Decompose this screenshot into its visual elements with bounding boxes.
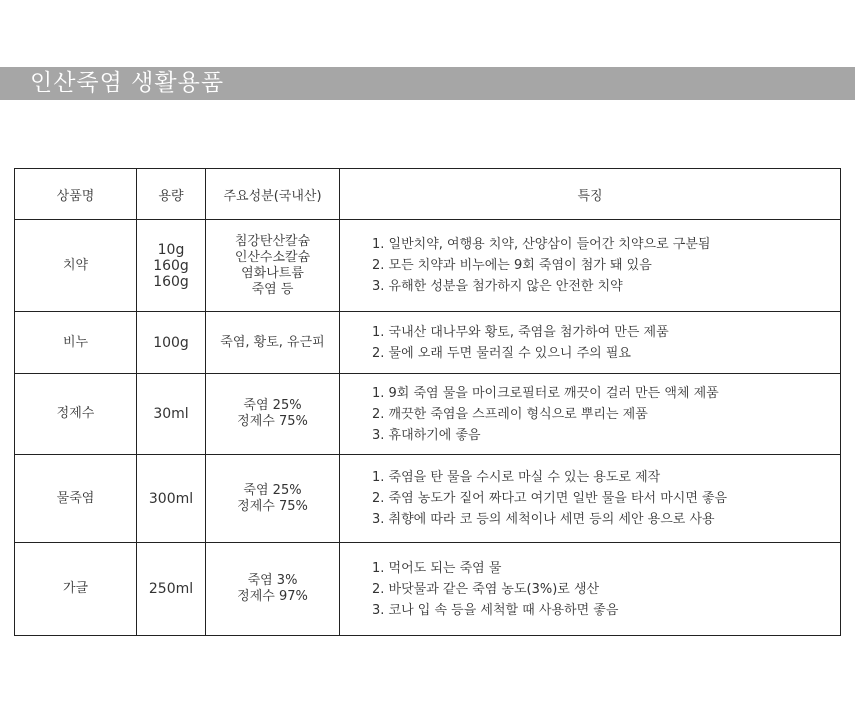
ingredients-cell [206,543,340,636]
table-header-row [15,169,841,220]
feature-item: 1. 먹어도 되는 죽염 물 [372,560,502,576]
volume-value: 160g [153,273,189,290]
page-title-bar [0,67,855,100]
product-name: 물죽염 [56,490,95,506]
ingredients-cell [206,312,340,374]
table-row [15,455,841,543]
feature-item: 1. 일반치약, 여행용 치약, 산양삼이 들어간 치약으로 구분됨 [372,237,711,252]
ingredient: 죽염, 황토, 유근피 [220,334,325,350]
volume-value: 30ml [153,406,189,422]
table-row [15,312,841,374]
ingredient: 정제수 75% [237,414,308,429]
product-name-cell [15,312,137,374]
product-name: 가글 [62,581,89,596]
volume-value: 250ml [148,581,194,597]
feature-item: 2. 모든 치약과 비누에는 9회 죽염이 첨가 돼 있음 [372,258,652,273]
volume-cell [137,543,206,636]
ingredient: 죽염 등 [251,281,294,297]
header-product-name: 상품명 [15,169,137,220]
ingredient: 침강탄산칼슘 [234,233,311,249]
ingredients-cell [206,374,340,455]
feature-item: 3. 취향에 따라 코 등의 세척이나 세면 등의 세안 용으로 사용 [372,512,715,527]
ingredient: 죽염 3% [247,573,298,588]
volume-cell [137,312,206,374]
table-row [15,220,841,312]
ingredient: 죽염 25% [243,482,302,498]
product-name-cell [15,543,137,636]
product-name-cell [15,455,137,543]
product-name: 정제수 [56,406,95,421]
table-row [15,374,841,455]
ingredient: 죽염 25% [243,398,302,413]
features-cell [340,455,841,543]
feature-item: 1. 9회 죽염 물을 마이크로필터로 깨끗이 걸러 만든 액체 제품 [372,385,719,401]
features-cell [340,312,841,374]
feature-item: 3. 휴대하기에 좋음 [372,427,481,443]
feature-item: 3. 유해한 성분을 첨가하지 않은 안전한 치약 [372,279,623,294]
feature-item: 2. 죽염 농도가 짙어 짜다고 여기면 일반 물을 타서 마시면 좋음 [372,491,728,506]
header-volume: 용량 [137,169,206,220]
product-name-cell [15,374,137,455]
product-table [14,168,841,636]
ingredients-cell [206,220,340,312]
volume-value: 100g [153,334,189,351]
volume-value: 160g [153,257,189,274]
header-features: 특징 [340,169,841,220]
feature-item: 2. 물에 오래 두면 물러질 수 있으니 주의 필요 [372,345,631,361]
volume-cell [137,455,206,543]
page-title: 인산죽염 생활용품 [30,70,225,96]
feature-item: 1. 국내산 대나무와 황토, 죽염을 첨가하여 만든 제품 [372,324,669,340]
ingredient: 염화나트륨 [241,265,304,281]
features-cell [340,374,841,455]
product-name-cell [15,220,137,312]
table-row [15,543,841,636]
feature-item: 2. 깨끗한 죽염을 스프레이 형식으로 뿌리는 제품 [372,406,648,422]
ingredient: 인산수소칼슘 [234,249,311,265]
ingredient: 정제수 75% [237,498,308,514]
features-cell [340,220,841,312]
ingredient: 정제수 97% [237,589,308,604]
header-ingredients: 주요성분(국내산) [206,169,340,220]
product-name: 비누 [62,334,89,350]
volume-cell [137,374,206,455]
volume-value: 300ml [148,490,194,507]
ingredients-cell [206,455,340,543]
product-name: 치약 [62,257,89,273]
feature-item: 3. 코나 입 속 등을 세척할 때 사용하면 좋음 [372,602,619,618]
volume-cell [137,220,206,312]
volume-value: 10g [157,241,185,258]
feature-item: 2. 바닷물과 같은 죽염 농도(3%)로 생산 [372,581,600,597]
feature-item: 1. 죽염을 탄 물을 수시로 마실 수 있는 용도로 제작 [372,470,661,485]
features-cell [340,543,841,636]
